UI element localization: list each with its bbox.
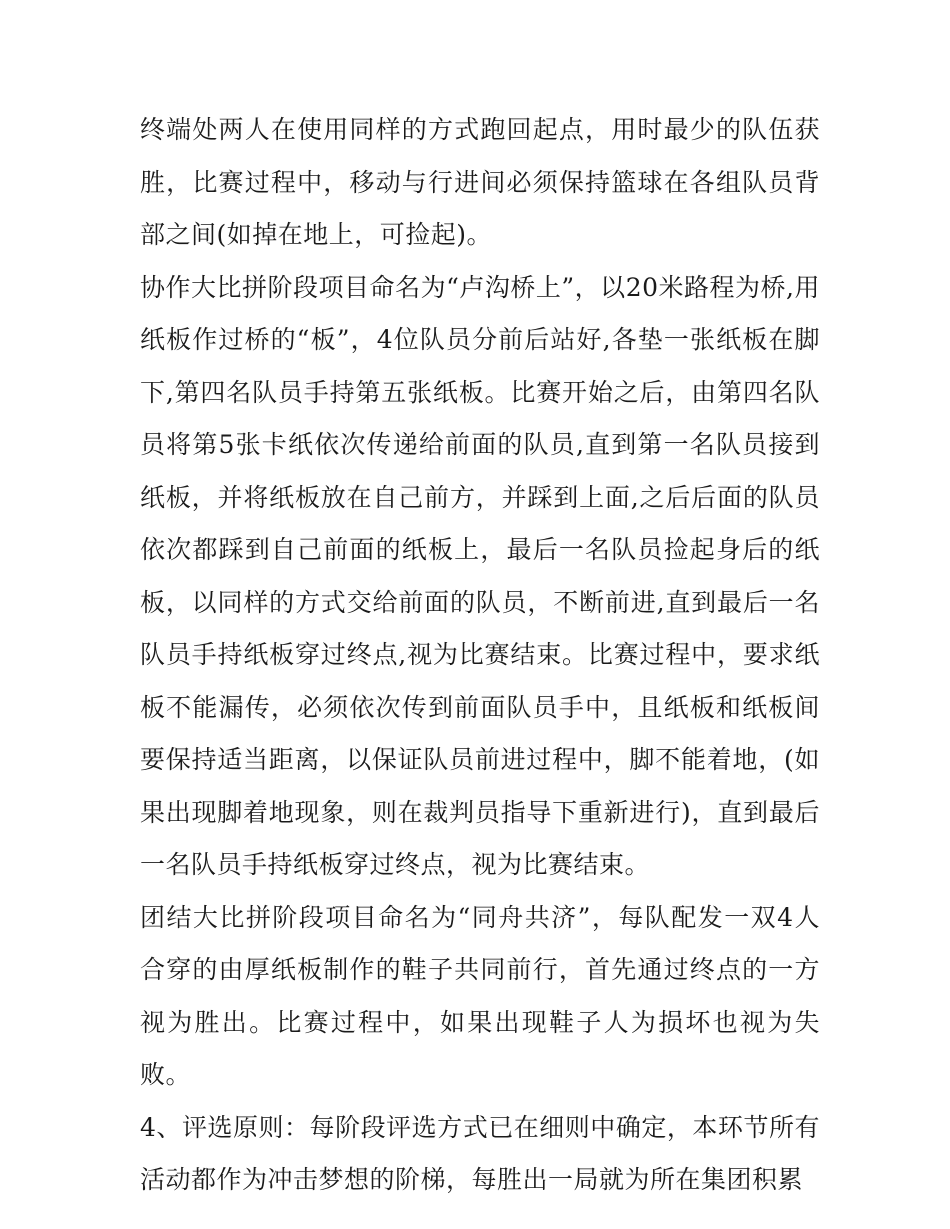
paragraph-basketball-relay-end: 终端处两人在使用同样的方式跑回起点，用时最少的队伍获胜，比赛过程中，移动与行进间必须保持篮球在各组队员背部之间(如掉在地上，可捡起)。: [140, 115, 820, 249]
paragraph-lugou-bridge-game: 协作大比拼阶段项目命名为“卢沟桥上”，以20米路程为桥,用纸板作过桥的“板”，4位队员分前后站好,各垫一张纸板在脚下,第四名队员手持第五张纸板。比赛开始之后，由第四名队员将第5张卡纸依次传递给前面的队员,直到第一名队员接到纸板，并将纸板放在自己前方，并踩到上面,之后后面的队员依次都踩到自己前面的纸板上，最后一名队员捡起身后的纸板，以同样的方式交给前面的队员，不断前进,直到最后一名队员手持纸板穿过终点,视为比赛结束。比赛过程中，要求纸板不能漏传，必须依次传到前面队员手中，且纸板和纸板间要保持适当距离，以保证队员前进过程中，脚不能着地，(如果出现脚着地现象，则在裁判员指导下重新进行)，直到最后一名队员手持纸板穿过终点，视为比赛结束。: [140, 272, 820, 879]
paragraph-same-boat-game: 团结大比拼阶段项目命名为“同舟共济”，每队配发一双4人合穿的由厚纸板制作的鞋子共同前行，首先通过终点的一方视为胜出。比赛过程中，如果出现鞋子人为损坏也视为失败。: [140, 902, 820, 1089]
document-body: [140, 104, 820, 1207]
paragraph-evaluation-principle: 4、评选原则：每阶段评选方式已在细则中确定，本环节所有活动都作为冲击梦想的阶梯，每胜出一局就为所在集团积累: [140, 1112, 820, 1194]
